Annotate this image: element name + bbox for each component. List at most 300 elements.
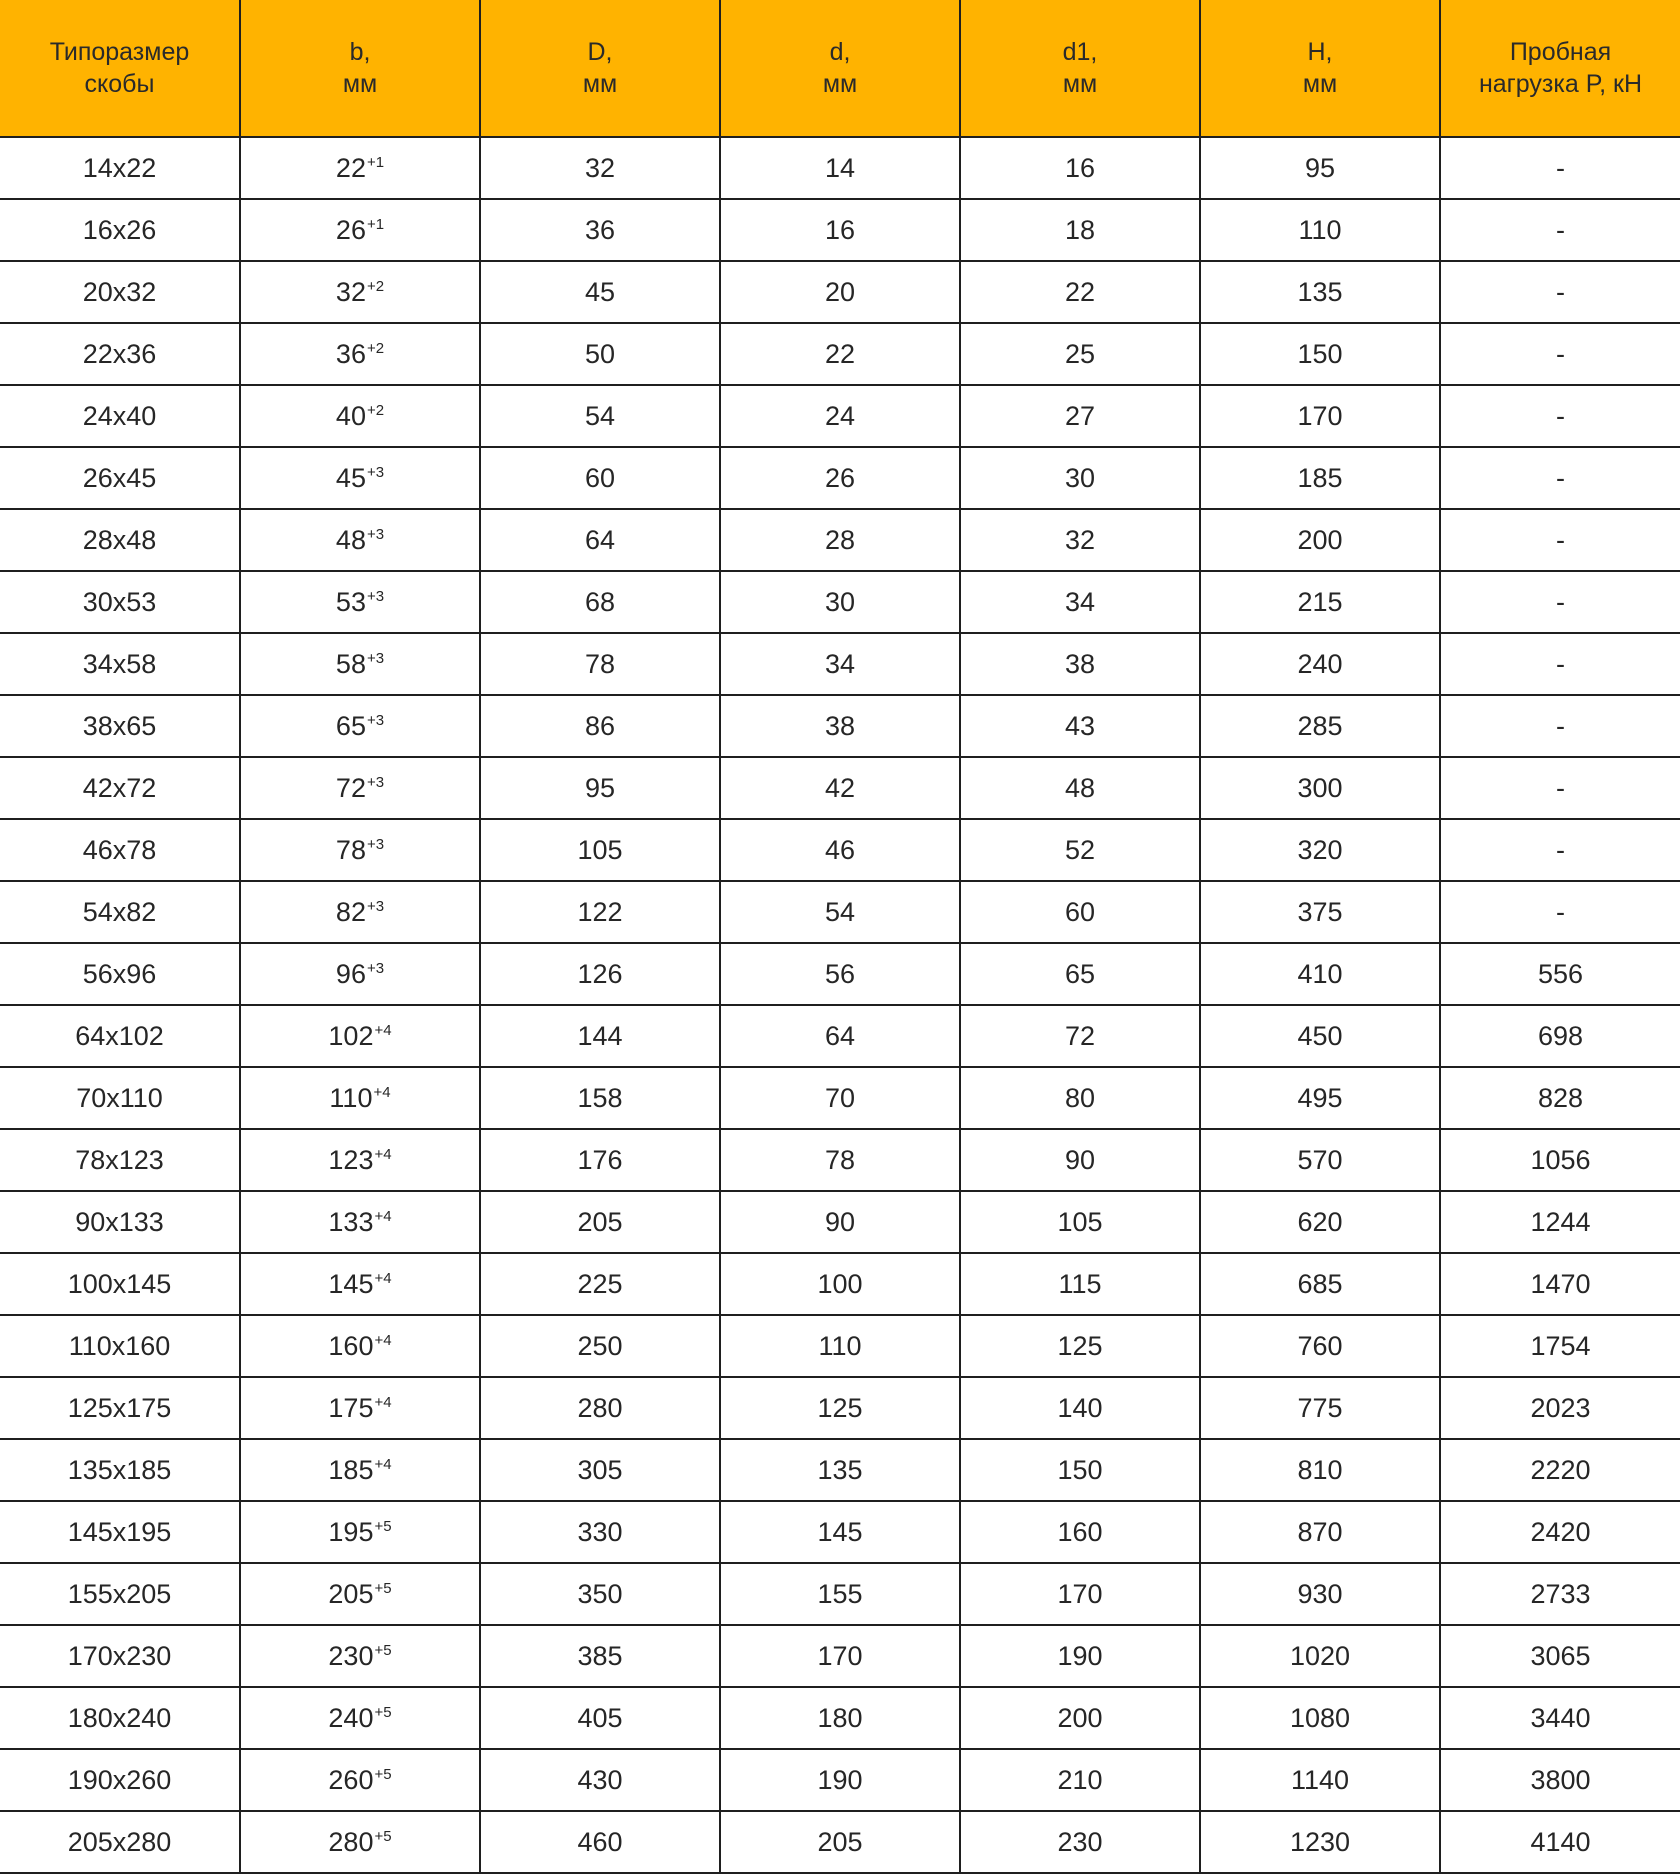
cell-d: 78 [720,1129,960,1191]
header-d-line2: мм [822,70,858,98]
cell-H: 1140 [1200,1749,1440,1811]
cell-b-tolerance: +3 [366,711,385,729]
cell-d: 20 [720,261,960,323]
header-H [1200,0,1440,137]
cell-b-tolerance: +4 [374,1145,392,1163]
cell-b-value: 53 [335,586,366,617]
cell-d: 100 [720,1253,960,1315]
cell-b-tolerance: +3 [366,773,385,791]
cell-size: 14x22 [0,137,240,199]
cell-d1: 38 [960,633,1200,695]
cell-b [240,881,480,943]
table-row [0,261,1680,323]
cell-H: 495 [1200,1067,1440,1129]
cell-H: 375 [1200,881,1440,943]
cell-b [240,1501,480,1563]
cell-b-value: 145 [328,1268,374,1299]
header-b-line2: мм [342,70,378,98]
cell-d1: 160 [960,1501,1200,1563]
cell-H: 200 [1200,509,1440,571]
cell-b-tolerance: +1 [366,215,385,233]
cell-d: 14 [720,137,960,199]
header-D-line2: мм [582,70,618,98]
cell-d: 155 [720,1563,960,1625]
cell-D: 95 [480,757,720,819]
cell-D: 385 [480,1625,720,1687]
header-d1-line1: d1, [1062,38,1098,66]
cell-P: 2023 [1440,1377,1680,1439]
cell-d: 64 [720,1005,960,1067]
cell-b [240,1377,480,1439]
cell-d: 34 [720,633,960,695]
cell-D: 50 [480,323,720,385]
cell-b-value: 123 [328,1144,374,1175]
cell-d: 135 [720,1439,960,1501]
table-row [0,509,1680,571]
cell-d1: 90 [960,1129,1200,1191]
cell-H: 870 [1200,1501,1440,1563]
cell-size: 42x72 [0,757,240,819]
cell-b-value: 82 [335,896,366,927]
cell-b [240,1439,480,1501]
cell-P: 556 [1440,943,1680,1005]
cell-d1: 16 [960,137,1200,199]
table-row [0,1191,1680,1253]
cell-b [240,1253,480,1315]
table-row [0,323,1680,385]
cell-P: - [1440,819,1680,881]
cell-b-value: 26 [335,214,366,245]
cell-H: 775 [1200,1377,1440,1439]
cell-P: - [1440,509,1680,571]
cell-D: 305 [480,1439,720,1501]
table-row [0,1749,1680,1811]
cell-P: - [1440,447,1680,509]
header-d [720,0,960,137]
cell-b-tolerance: +3 [366,835,385,853]
cell-D: 126 [480,943,720,1005]
cell-d: 26 [720,447,960,509]
cell-b [240,137,480,199]
cell-d: 30 [720,571,960,633]
cell-D: 405 [480,1687,720,1749]
cell-d: 145 [720,1501,960,1563]
cell-D: 36 [480,199,720,261]
table-row [0,199,1680,261]
cell-d1: 230 [960,1811,1200,1873]
header-D [480,0,720,137]
cell-d1: 200 [960,1687,1200,1749]
header-d1-line2: мм [1062,70,1098,98]
header-size [0,0,240,137]
cell-b-value: 110 [329,1082,373,1113]
cell-H: 1020 [1200,1625,1440,1687]
cell-b-tolerance: +2 [366,339,385,357]
header-D-line1: D, [587,38,613,66]
table-header [0,0,1680,137]
cell-P: - [1440,137,1680,199]
cell-d: 90 [720,1191,960,1253]
cell-b [240,571,480,633]
cell-size: 30x53 [0,571,240,633]
cell-b-value: 260 [328,1764,374,1795]
cell-b-value: 65 [335,710,366,741]
header-P-line1: Пробная [1509,38,1612,66]
cell-b-tolerance: +2 [366,401,385,419]
cell-b-tolerance: +4 [374,1455,392,1473]
cell-size: 56x96 [0,943,240,1005]
header-b [240,0,480,137]
cell-size: 170x230 [0,1625,240,1687]
cell-b-tolerance: +3 [366,649,385,667]
cell-H: 150 [1200,323,1440,385]
cell-size: 54x82 [0,881,240,943]
cell-P: - [1440,695,1680,757]
cell-d: 190 [720,1749,960,1811]
table-row [0,1563,1680,1625]
cell-size: 155x205 [0,1563,240,1625]
cell-D: 122 [480,881,720,943]
cell-H: 185 [1200,447,1440,509]
cell-b [240,447,480,509]
cell-P: 3800 [1440,1749,1680,1811]
cell-P: 3440 [1440,1687,1680,1749]
cell-b-value: 96 [335,958,366,989]
header-P-line2: нагрузка P, кН [1478,70,1643,98]
header-d1 [960,0,1200,137]
cell-b-value: 205 [328,1578,374,1609]
cell-b-tolerance: +3 [366,525,385,543]
cell-d1: 140 [960,1377,1200,1439]
cell-P: 2220 [1440,1439,1680,1501]
cell-b-value: 40 [335,400,366,431]
table-row [0,571,1680,633]
cell-H: 450 [1200,1005,1440,1067]
cell-b [240,943,480,1005]
cell-size: 34x58 [0,633,240,695]
cell-b [240,1625,480,1687]
cell-H: 215 [1200,571,1440,633]
cell-b-value: 230 [328,1640,374,1671]
cell-size: 180x240 [0,1687,240,1749]
cell-d1: 210 [960,1749,1200,1811]
cell-b [240,1005,480,1067]
cell-size: 70x110 [0,1067,240,1129]
header-P [1440,0,1680,137]
cell-b [240,1067,480,1129]
cell-P: - [1440,757,1680,819]
cell-d1: 150 [960,1439,1200,1501]
table-row [0,881,1680,943]
cell-d: 70 [720,1067,960,1129]
table-row [0,1377,1680,1439]
table-row [0,1067,1680,1129]
table-row [0,1625,1680,1687]
cell-d1: 72 [960,1005,1200,1067]
cell-b-value: 175 [328,1392,374,1423]
cell-P: - [1440,633,1680,695]
cell-d: 22 [720,323,960,385]
cell-D: 158 [480,1067,720,1129]
table-row [0,1811,1680,1873]
cell-P: 1244 [1440,1191,1680,1253]
cell-size: 46x78 [0,819,240,881]
cell-D: 32 [480,137,720,199]
cell-b [240,1315,480,1377]
cell-d1: 52 [960,819,1200,881]
cell-b-value: 133 [328,1206,374,1237]
table-row [0,137,1680,199]
cell-D: 460 [480,1811,720,1873]
cell-b [240,1749,480,1811]
cell-size: 135x185 [0,1439,240,1501]
cell-b [240,323,480,385]
cell-b-tolerance: +4 [374,1207,392,1225]
cell-P: - [1440,571,1680,633]
cell-H: 1230 [1200,1811,1440,1873]
cell-P: 3065 [1440,1625,1680,1687]
cell-d1: 105 [960,1191,1200,1253]
cell-d1: 18 [960,199,1200,261]
cell-P: 2733 [1440,1563,1680,1625]
cell-H: 930 [1200,1563,1440,1625]
cell-b-tolerance: +3 [366,959,385,977]
table-row [0,1253,1680,1315]
cell-b-value: 78 [335,834,366,865]
cell-b-tolerance: +5 [374,1641,392,1659]
cell-d1: 125 [960,1315,1200,1377]
cell-b-value: 48 [335,524,366,555]
cell-D: 430 [480,1749,720,1811]
cell-b-tolerance: +2 [366,277,385,295]
cell-H: 320 [1200,819,1440,881]
cell-b-tolerance: +1 [366,153,385,171]
cell-b-tolerance: +3 [366,897,385,915]
cell-D: 205 [480,1191,720,1253]
header-row [0,0,1680,137]
table-row [0,1315,1680,1377]
cell-d: 110 [720,1315,960,1377]
cell-d1: 32 [960,509,1200,571]
cell-H: 300 [1200,757,1440,819]
table-row [0,633,1680,695]
cell-d: 28 [720,509,960,571]
cell-H: 135 [1200,261,1440,323]
cell-b [240,199,480,261]
cell-P: - [1440,261,1680,323]
cell-size: 145x195 [0,1501,240,1563]
cell-P: 828 [1440,1067,1680,1129]
cell-d1: 30 [960,447,1200,509]
cell-b-tolerance: +3 [366,463,385,481]
cell-D: 250 [480,1315,720,1377]
cell-H: 170 [1200,385,1440,447]
cell-H: 240 [1200,633,1440,695]
cell-b [240,633,480,695]
cell-d1: 65 [960,943,1200,1005]
cell-size: 38x65 [0,695,240,757]
cell-b-value: 36 [335,338,366,369]
cell-b-value: 102 [328,1020,374,1051]
cell-H: 685 [1200,1253,1440,1315]
cell-D: 105 [480,819,720,881]
cell-D: 68 [480,571,720,633]
cell-b-tolerance: +5 [374,1827,392,1845]
cell-D: 144 [480,1005,720,1067]
cell-size: 100x145 [0,1253,240,1315]
cell-d1: 80 [960,1067,1200,1129]
cell-b-value: 22 [335,152,366,183]
cell-b [240,509,480,571]
cell-b-tolerance: +4 [374,1393,392,1411]
cell-b [240,385,480,447]
table-row [0,1687,1680,1749]
table-row [0,385,1680,447]
table-row [0,1439,1680,1501]
cell-H: 410 [1200,943,1440,1005]
cell-P: - [1440,385,1680,447]
cell-D: 350 [480,1563,720,1625]
cell-b-value: 240 [328,1702,374,1733]
cell-b-value: 32 [335,276,366,307]
cell-b-tolerance: +5 [374,1517,392,1535]
cell-d1: 115 [960,1253,1200,1315]
cell-d1: 34 [960,571,1200,633]
cell-D: 78 [480,633,720,695]
cell-H: 760 [1200,1315,1440,1377]
cell-d: 170 [720,1625,960,1687]
cell-b [240,819,480,881]
cell-d: 42 [720,757,960,819]
table-row [0,1129,1680,1191]
cell-size: 78x123 [0,1129,240,1191]
cell-P: - [1440,881,1680,943]
cell-size: 90x133 [0,1191,240,1253]
cell-size: 205x280 [0,1811,240,1873]
cell-b-tolerance: +4 [373,1083,391,1101]
cell-D: 225 [480,1253,720,1315]
cell-b-tolerance: +5 [374,1579,392,1597]
header-b-line1: b, [349,38,371,66]
cell-d1: 60 [960,881,1200,943]
cell-b-value: 185 [328,1454,374,1485]
cell-H: 810 [1200,1439,1440,1501]
table-row [0,757,1680,819]
cell-D: 280 [480,1377,720,1439]
cell-b-tolerance: +5 [374,1703,392,1721]
cell-H: 285 [1200,695,1440,757]
cell-size: 22x36 [0,323,240,385]
header-size-line1: Типоразмер [49,38,190,66]
cell-b-value: 280 [328,1826,374,1857]
cell-D: 176 [480,1129,720,1191]
cell-d: 125 [720,1377,960,1439]
cell-d: 46 [720,819,960,881]
cell-D: 60 [480,447,720,509]
cell-size: 125x175 [0,1377,240,1439]
cell-P: 1056 [1440,1129,1680,1191]
cell-P: 4140 [1440,1811,1680,1873]
cell-d: 205 [720,1811,960,1873]
cell-b-tolerance: +4 [374,1331,392,1349]
cell-size: 110x160 [0,1315,240,1377]
cell-b [240,261,480,323]
cell-D: 86 [480,695,720,757]
cell-b-tolerance: +5 [374,1765,392,1783]
table-row [0,695,1680,757]
header-d-line1: d, [829,38,851,66]
cell-d1: 170 [960,1563,1200,1625]
cell-D: 330 [480,1501,720,1563]
table-row [0,819,1680,881]
cell-D: 54 [480,385,720,447]
cell-P: - [1440,323,1680,385]
cell-H: 620 [1200,1191,1440,1253]
cell-d: 54 [720,881,960,943]
table-row [0,943,1680,1005]
cell-d1: 43 [960,695,1200,757]
cell-d: 180 [720,1687,960,1749]
cell-b-value: 195 [328,1516,374,1547]
cell-D: 45 [480,261,720,323]
cell-b-value: 160 [328,1330,374,1361]
cell-b-tolerance: +4 [374,1021,392,1039]
table-row [0,447,1680,509]
cell-b-tolerance: +4 [374,1269,392,1287]
cell-b-value: 45 [335,462,366,493]
cell-b [240,1129,480,1191]
cell-P: 2420 [1440,1501,1680,1563]
cell-d1: 22 [960,261,1200,323]
cell-b-value: 58 [335,648,366,679]
cell-b-value: 72 [335,772,366,803]
cell-d: 24 [720,385,960,447]
table-row [0,1005,1680,1067]
cell-b-tolerance: +3 [366,587,385,605]
cell-H: 570 [1200,1129,1440,1191]
cell-D: 64 [480,509,720,571]
cell-size: 20x32 [0,261,240,323]
cell-d: 16 [720,199,960,261]
cell-d1: 27 [960,385,1200,447]
table-row [0,1501,1680,1563]
cell-size: 16x26 [0,199,240,261]
header-H-line1: H, [1307,38,1333,66]
cell-size: 190x260 [0,1749,240,1811]
header-size-line2: скобы [84,70,155,98]
cell-d: 56 [720,943,960,1005]
cell-b [240,695,480,757]
cell-size: 28x48 [0,509,240,571]
cell-H: 110 [1200,199,1440,261]
cell-P: 1470 [1440,1253,1680,1315]
header-H-line2: мм [1302,70,1338,98]
cell-b [240,1191,480,1253]
cell-d1: 48 [960,757,1200,819]
cell-P: - [1440,199,1680,261]
cell-H: 1080 [1200,1687,1440,1749]
cell-b [240,1811,480,1873]
table-body [0,137,1680,1873]
cell-b [240,1563,480,1625]
cell-H: 95 [1200,137,1440,199]
cell-b [240,757,480,819]
cell-size: 24x40 [0,385,240,447]
cell-size: 26x45 [0,447,240,509]
cell-size: 64x102 [0,1005,240,1067]
cell-d1: 25 [960,323,1200,385]
cell-P: 698 [1440,1005,1680,1067]
